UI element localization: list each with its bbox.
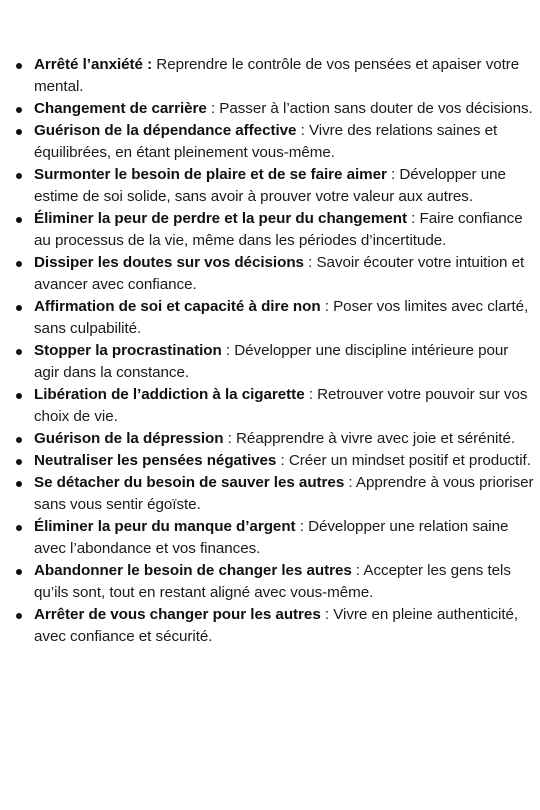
list-item xyxy=(34,98,534,120)
item-description: : Accepter les gens tels qu’ils sont, tout en restant aligné avec vous-même. xyxy=(34,562,511,601)
item-term: Arrêté l’anxiété : xyxy=(34,56,153,73)
list-item xyxy=(34,252,534,296)
item-description: : Retrouver votre pouvoir sur vos choix de vie. xyxy=(34,386,528,425)
item-description: : Développer une discipline intérieure pour agir dans la constance. xyxy=(34,342,509,381)
item-description: Reprendre le contrôle de vos pensées et apaiser votre mental. xyxy=(34,56,520,95)
list-item xyxy=(34,164,534,208)
list-item xyxy=(34,384,534,428)
bullet-icon xyxy=(16,305,22,311)
list-item xyxy=(34,296,534,340)
item-description: : Développer une relation saine avec l’abondance et vos finances. xyxy=(34,518,509,557)
bullet-icon xyxy=(16,129,22,135)
item-description: : Créer un mindset positif et productif. xyxy=(276,452,531,469)
item-term: Neutraliser les pensées négatives xyxy=(34,452,277,469)
item-description: : Faire confiance au processus de la vie, même dans les périodes d’incertitude. xyxy=(34,210,523,249)
item-description: : Poser vos limites avec clarté, sans culpabilité. xyxy=(34,298,529,337)
item-description: : Développer une estime de soi solide, sans avoir à prouver votre valeur aux autres. xyxy=(34,166,506,205)
list-item xyxy=(34,208,534,252)
item-term: Éliminer la peur du manque d’argent xyxy=(34,518,296,535)
item-term: Dissiper les doutes sur vos décisions xyxy=(34,254,304,271)
bullet-icon xyxy=(16,217,22,223)
bullet-icon xyxy=(16,437,22,443)
item-description: : Réapprendre à vivre avec joie et sérénité. xyxy=(223,430,516,447)
item-description: : Passer à l’action sans douter de vos décisions. xyxy=(206,100,533,117)
item-term: Guérison de la dépression xyxy=(34,430,224,447)
item-description: : Vivre des relations saines et équilibrées, en étant pleinement vous-même. xyxy=(34,122,498,161)
item-term: Se détacher du besoin de sauver les autres xyxy=(34,474,345,491)
bullet-icon xyxy=(16,349,22,355)
bullet-icon xyxy=(16,613,22,619)
item-term: Libération de l’addiction à la cigarette xyxy=(34,386,305,403)
bullet-icon xyxy=(16,481,22,487)
item-term: Surmonter le besoin de plaire et de se faire aimer xyxy=(34,166,387,183)
bullet-icon xyxy=(16,107,22,113)
item-term: Stopper la procrastination xyxy=(34,342,222,359)
item-description: : Apprendre à vous prioriser sans vous sentir égoïste. xyxy=(34,474,534,513)
bullet-icon xyxy=(16,173,22,179)
item-description: : Savoir écouter votre intuition et avancer avec confiance. xyxy=(34,254,525,293)
item-term: Guérison de la dépendance affective xyxy=(34,122,297,139)
list-item xyxy=(34,54,534,98)
list-item xyxy=(34,560,534,604)
item-term: Abandonner le besoin de changer les autres xyxy=(34,562,352,579)
bullet-icon xyxy=(16,459,22,465)
bullet-icon xyxy=(16,525,22,531)
list-item xyxy=(34,340,534,384)
list-item xyxy=(34,428,534,450)
list-item xyxy=(34,450,534,472)
item-description: : Vivre en pleine authenticité, avec confiance et sécurité. xyxy=(34,606,519,645)
bullet-icon xyxy=(16,569,22,575)
list-item xyxy=(34,472,534,516)
list-item xyxy=(34,516,534,560)
bullet-icon xyxy=(16,261,22,267)
bullet-icon xyxy=(16,63,22,69)
bullet-icon xyxy=(16,393,22,399)
list-item xyxy=(34,120,534,164)
item-term: Éliminer la peur de perdre et la peur du changement xyxy=(34,210,408,227)
item-term: Arrêter de vous changer pour les autres xyxy=(34,606,321,623)
item-term: Affirmation de soi et capacité à dire non xyxy=(34,298,321,315)
list-item xyxy=(34,604,534,648)
item-term: Changement de carrière xyxy=(34,100,207,117)
